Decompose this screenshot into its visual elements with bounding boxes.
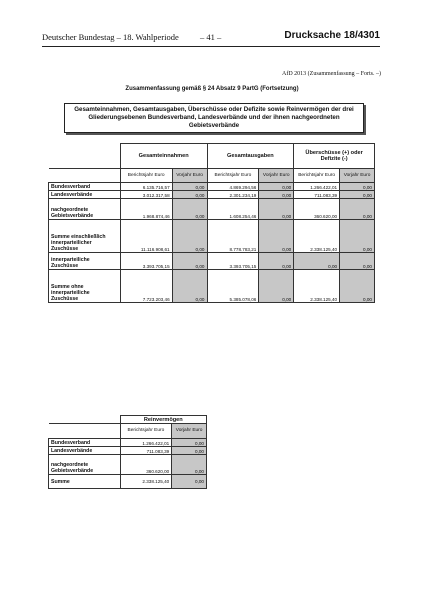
value-cell: 0,00 (340, 191, 375, 199)
value-cell: 1.968.874,46 (120, 199, 172, 220)
value-cell: 0,00 (340, 183, 375, 191)
table-row (49, 447, 207, 455)
row-label: Summe ohne innerparteiliche Zuschüsse (49, 270, 121, 303)
table-row (49, 183, 375, 191)
value-cell: 11.116.908,61 (120, 220, 172, 253)
row-label: innerparteiliche Zuschüsse (49, 253, 121, 270)
value-cell: 2.301.234,19 (207, 191, 259, 199)
value-cell: 0,00 (172, 191, 207, 199)
value-cell: 3.393.705,15 (207, 253, 259, 270)
row-label: nachgeordnete Gebietsverbände (49, 455, 121, 475)
value-cell: 4.869.294,56 (207, 183, 259, 191)
value-cell: 0,00 (172, 253, 207, 270)
page-header (42, 30, 380, 44)
document-number-prefix: Drucksache 18/ (284, 30, 358, 41)
value-cell: 0,00 (340, 199, 375, 220)
value-cell: 2.338.125,40 (294, 220, 340, 253)
row-label: Summe einschließlich innerparteilicher Zuschüsse (49, 220, 121, 253)
table-row (49, 191, 375, 199)
value-cell: 2.338.125,40 (294, 270, 340, 303)
value-cell: 0,00 (340, 270, 375, 303)
value-cell: 0,00 (172, 183, 207, 191)
table-row (49, 199, 375, 220)
row-label: nachgeordnete Gebietsverbände (49, 199, 121, 220)
corner-cell (49, 416, 121, 424)
group-header-income: Gesamteinnahmen (120, 144, 207, 169)
header-rule (42, 46, 380, 47)
subheader-prior: Vorjahr Euro (259, 169, 294, 183)
subheader-current: Berichtsjahr Euro (294, 169, 340, 183)
summary-title-box (64, 103, 364, 133)
value-cell: 6.135.716,57 (120, 183, 172, 191)
corner-cell (49, 424, 121, 439)
value-cell: 0,00 (259, 253, 294, 270)
value-cell: 2.338.125,40 (120, 475, 172, 489)
value-cell: 0,00 (172, 270, 207, 303)
subheader-prior: Vorjahr Euro (172, 424, 207, 439)
corner-cell (49, 144, 121, 169)
value-cell: 0,00 (340, 220, 375, 253)
subheader-prior: Vorjahr Euro (172, 169, 207, 183)
value-cell: 8.778.783,21 (207, 220, 259, 253)
net-assets-table (48, 415, 207, 489)
row-label: Bundesverband (49, 183, 121, 191)
group-header-net-assets: Reinvermögen (120, 416, 206, 424)
value-cell: 1.266.422,01 (120, 439, 172, 447)
document-number-value: 4301 (357, 30, 380, 41)
table-row (49, 475, 207, 489)
value-cell: 0,00 (172, 455, 207, 475)
value-cell: 0,00 (294, 253, 340, 270)
table-row (49, 270, 375, 303)
document-number (284, 30, 380, 41)
value-cell: 360.620,00 (294, 199, 340, 220)
subheader-current: Berichtsjahr Euro (120, 169, 172, 183)
summary-title-text: Gesamteinnahmen, Gesamtausgaben, Überschüsse oder Defizite sowie Reinvermögen der drei Gliederungsebenen Bundesverband, Landesverbände und der ihnen nachgeordneten Gebietsverbände (74, 106, 354, 129)
value-cell: 0,00 (340, 253, 375, 270)
value-cell: 0,00 (259, 191, 294, 199)
value-cell: 0,00 (172, 439, 207, 447)
value-cell: 7.723.203,46 (120, 270, 172, 303)
value-cell: 5.385.078,06 (207, 270, 259, 303)
value-cell: 3.012.317,58 (120, 191, 172, 199)
row-label: Summe (49, 475, 121, 489)
page-number: – 41 – (200, 32, 222, 42)
header-left: Deutscher Bundestag – 18. Wahlperiode (42, 32, 179, 42)
value-cell: 0,00 (259, 220, 294, 253)
group-header-surplus: Überschüsse (+) oder Defizite (-) (294, 144, 375, 169)
subheader-current: Berichtsjahr Euro (120, 424, 172, 439)
value-cell: 711.083,39 (294, 191, 340, 199)
corner-cell (49, 169, 121, 183)
row-label: Landesverbände (49, 447, 121, 455)
subheader-current: Berichtsjahr Euro (207, 169, 259, 183)
subheader-prior: Vorjahr Euro (340, 169, 375, 183)
income-expense-table (48, 143, 375, 303)
table-row (49, 253, 375, 270)
document-reference: AfD 2013 (Zusammenfassung – Forts. –) (282, 71, 381, 77)
row-label: Landesverbände (49, 191, 121, 199)
value-cell: 3.393.705,15 (120, 253, 172, 270)
value-cell: 1.266.422,01 (294, 183, 340, 191)
value-cell: 711.083,39 (120, 447, 172, 455)
table-row (49, 455, 207, 475)
value-cell: 1.608.254,46 (207, 199, 259, 220)
value-cell: 360.620,00 (120, 455, 172, 475)
value-cell: 0,00 (172, 199, 207, 220)
value-cell: 0,00 (172, 447, 207, 455)
table-row (49, 439, 207, 447)
value-cell: 0,00 (259, 270, 294, 303)
value-cell: 0,00 (259, 199, 294, 220)
value-cell: 0,00 (259, 183, 294, 191)
value-cell: 0,00 (172, 475, 207, 489)
value-cell: 0,00 (172, 220, 207, 253)
section-subtitle: Zusammenfassung gemäß § 24 Absatz 9 PartG (Fortsetzung) (125, 86, 299, 92)
group-header-expense: Gesamtausgaben (207, 144, 294, 169)
table-row (49, 220, 375, 253)
row-label: Bundesverband (49, 439, 121, 447)
